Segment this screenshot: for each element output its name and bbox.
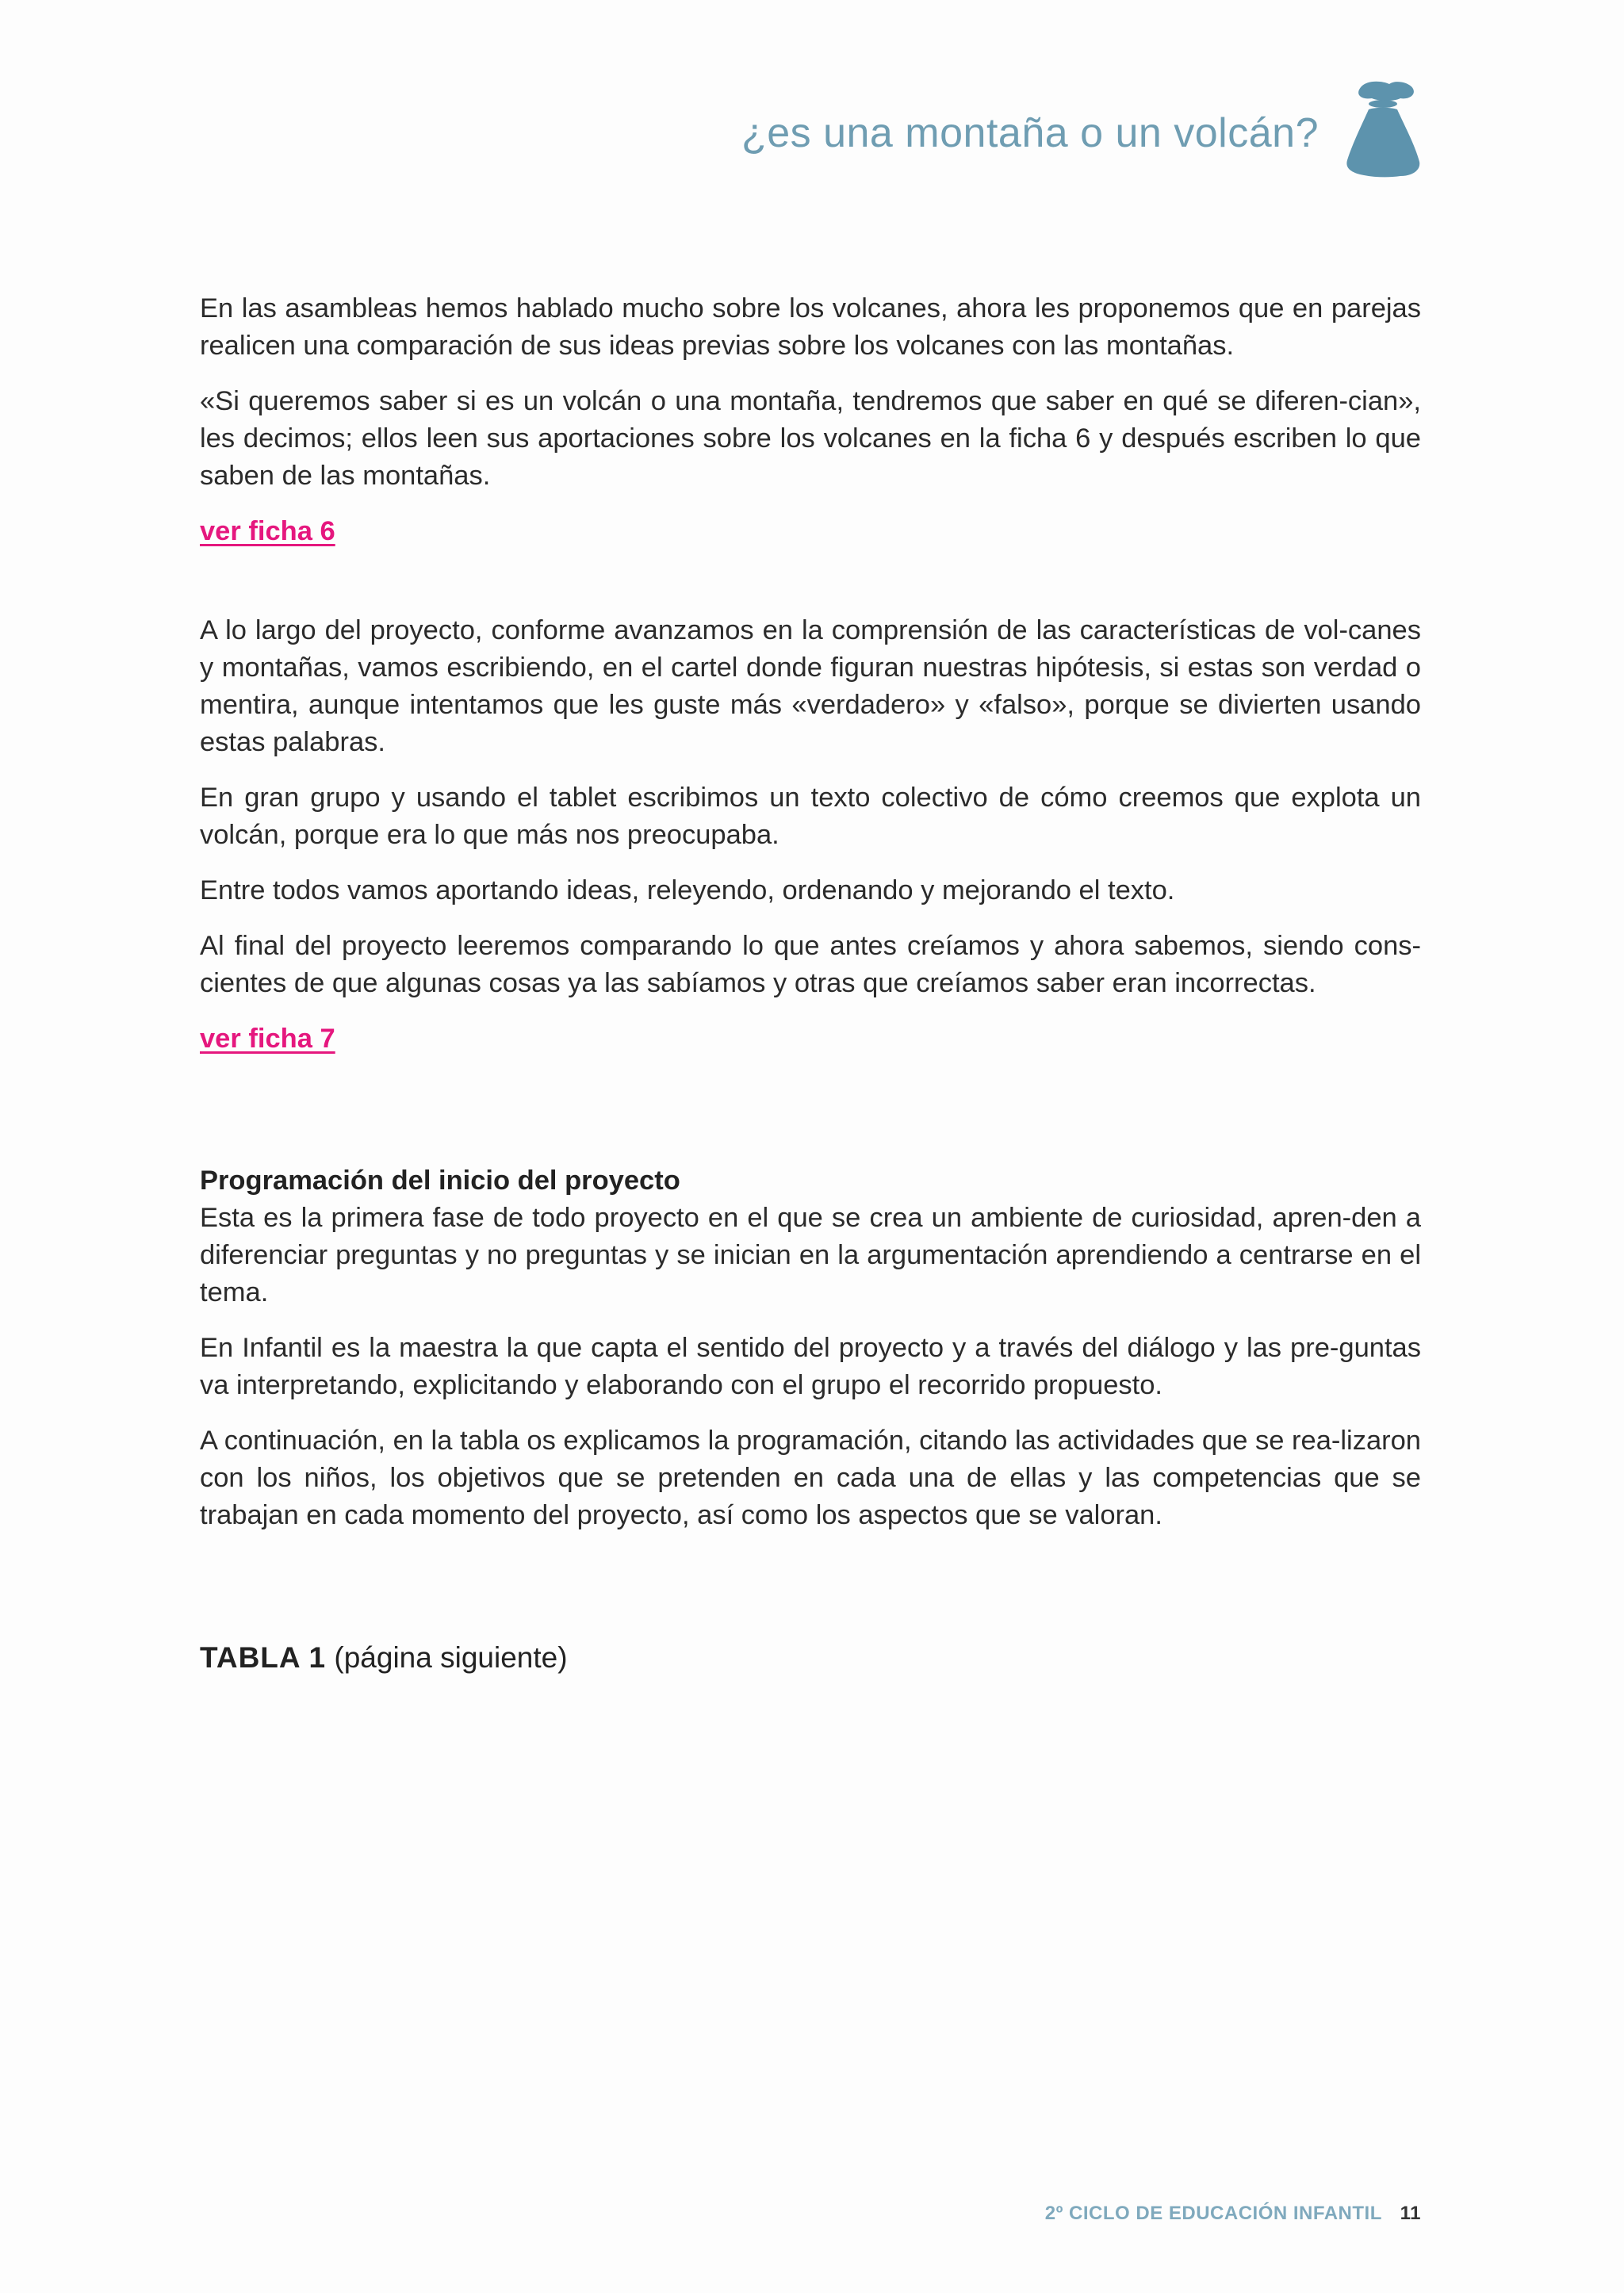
- programming-paragraph-2: En Infantil es la maestra la que capta el sentido del proyecto y a través del diálogo y las pre-guntas va interpretando, explicitando y elaborando con el grupo el recorrido propuesto.: [200, 1333, 1421, 1400]
- intro-paragraph-1: En las asambleas hemos hablado mucho sobre los volcanes, ahora les proponemos que en parejas realicen una comparación de sus ideas previas sobre los volcanes con las montañas.: [200, 293, 1421, 361]
- section-spacer: [200, 550, 1421, 612]
- footer-label: 2º CICLO DE EDUCACIÓN INFANTIL: [1044, 2203, 1382, 2224]
- intro-paragraph-2: «Si queremos saber si es un volcán o una montaña, tendremos que saber en qué se diferen-cian», les decimos; ellos leen sus aportaciones sobre los volcanes en la ficha 6 y después escriben lo que saben de las montañas.: [200, 386, 1421, 491]
- main-content: [200, 290, 1421, 1678]
- section-spacer: [200, 1058, 1421, 1162]
- programming-paragraph-1: Esta es la primera fase de todo proyecto en el que se crea un ambiente de curiosidad, apren-den a diferenciar preguntas y no preguntas y se inician en la argumentación aprendiendo a centrarse en el tema.: [200, 1203, 1421, 1307]
- page-footer: [1045, 2203, 1421, 2225]
- page-title: ¿es una montaña o un volcán?: [741, 110, 1319, 156]
- table-label: TABLA 1: [200, 1641, 327, 1674]
- ficha-6-link[interactable]: ver ficha 6: [200, 516, 335, 546]
- ficha-7-link[interactable]: ver ficha 7: [200, 1024, 335, 1054]
- table-note: (página siguiente): [334, 1641, 568, 1674]
- volcano-icon: [1345, 79, 1421, 179]
- table-reference: [200, 1638, 1421, 1678]
- section-heading: Programación del inicio del proyecto: [200, 1166, 680, 1196]
- page-number: 11: [1400, 2203, 1421, 2224]
- project-paragraph-4: Al final del proyecto leeremos comparando lo que antes creíamos y ahora sabemos, siendo cons-cientes de que algunas cosas ya las sabíamos y otras que creíamos saber eran incorrectas.: [200, 931, 1421, 998]
- project-paragraph-2: En gran grupo y usando el tablet escribimos un texto colectivo de cómo creemos que explota un volcán, porque era lo que más nos preocupaba.: [200, 783, 1421, 850]
- programming-paragraph-3: A continuación, en la tabla os explicamos la programación, citando las actividades que se rea-lizaron con los niños, los objetivos que se pretenden en cada una de ellas y las competencias que se trabajan en cada momento del proyecto, así como los aspectos que se valoran.: [200, 1426, 1421, 1530]
- section-spacer: [200, 1552, 1421, 1638]
- project-paragraph-1: A lo largo del proyecto, conforme avanzamos en la comprensión de las características de vol-canes y montañas, vamos escribiendo, en el cartel donde figuran nuestras hipótesis, si estas son verdad o mentira, aunque intentamos que les guste más «verdadero» y «falso», porque se divierten usando estas palabras.: [200, 615, 1421, 757]
- project-paragraph-3: Entre todos vamos aportando ideas, releyendo, ordenando y mejorando el texto.: [200, 875, 1175, 905]
